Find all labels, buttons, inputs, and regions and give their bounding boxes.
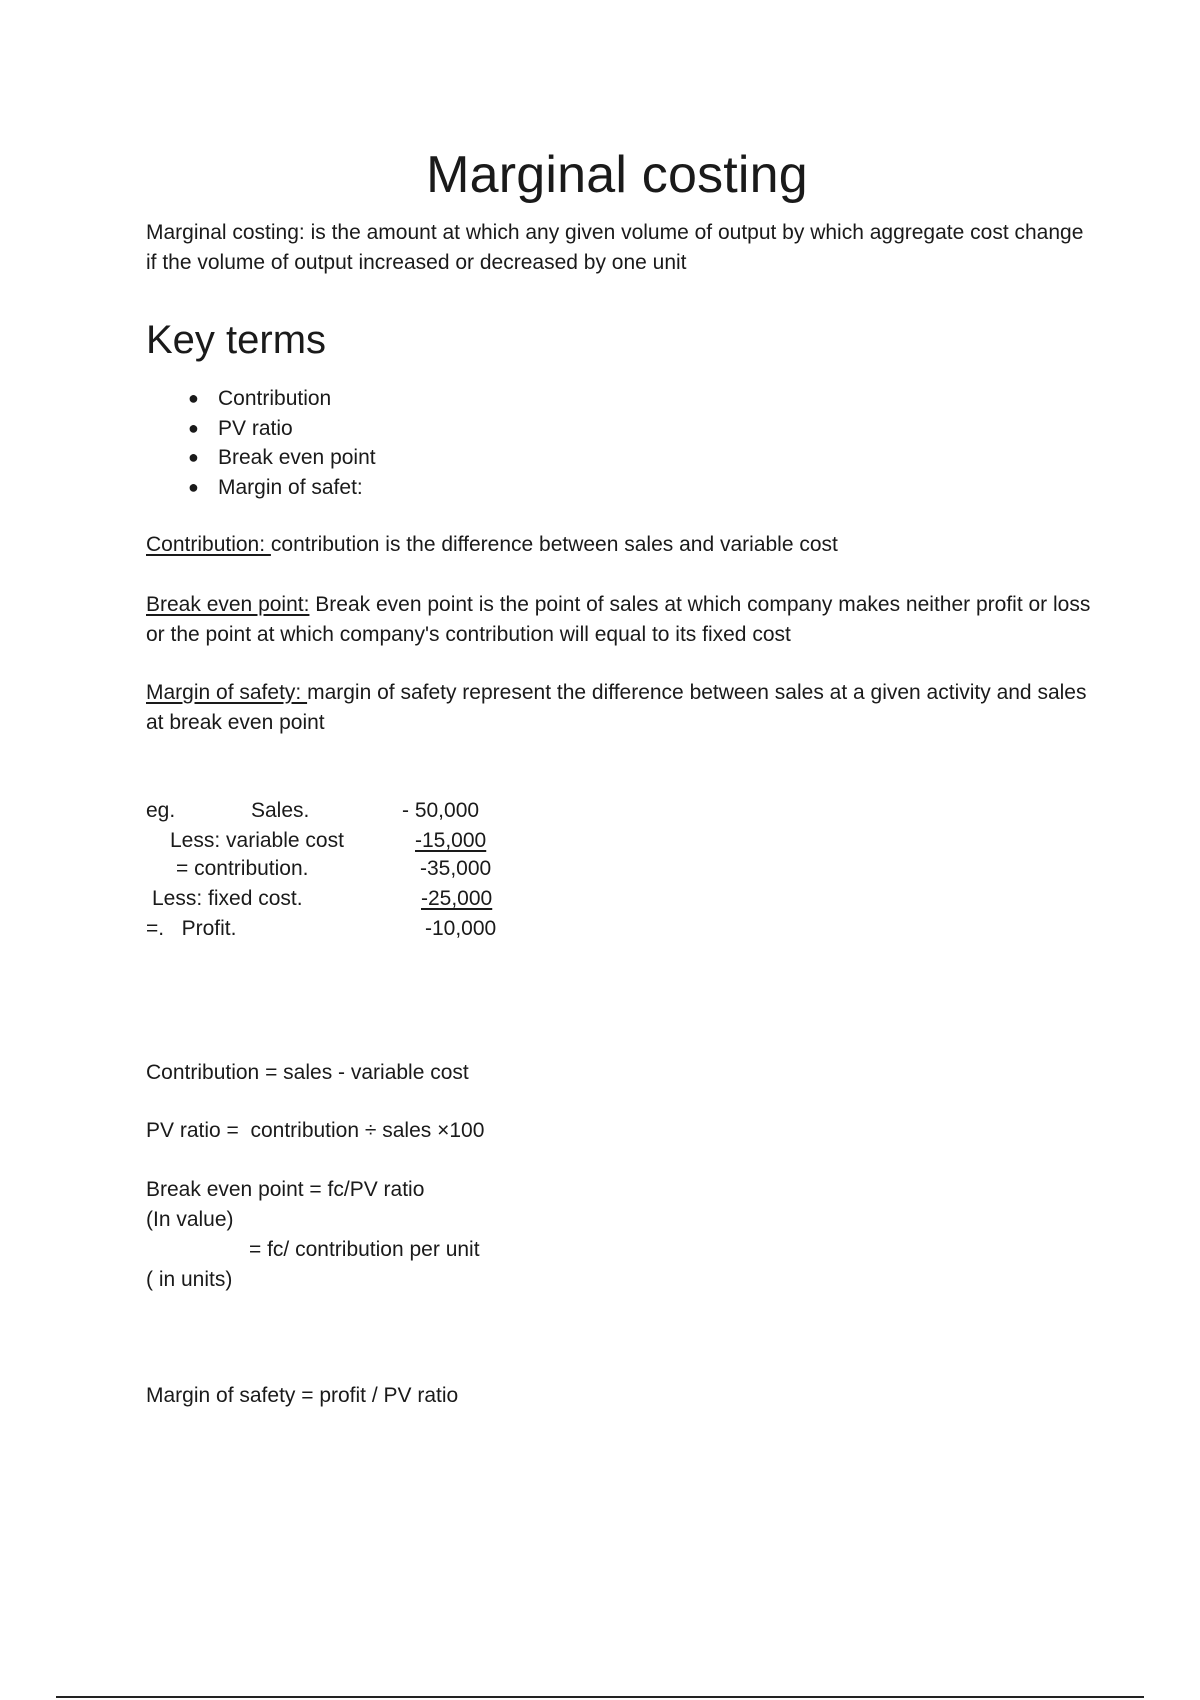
bullet-icon: ● (188, 417, 199, 438)
formula-contribution: Contribution = sales - variable cost (146, 1061, 469, 1084)
formula-break-even-units: = fc/ contribution per unit (249, 1238, 480, 1261)
bullet-icon: ● (188, 476, 199, 497)
key-term-label: Margin of safet: (218, 475, 363, 499)
example-row-label: Sales. (251, 799, 310, 822)
key-term-label: Break even point (218, 446, 376, 469)
formula-note: (In value) (146, 1208, 234, 1231)
example-prefix: eg. (146, 799, 176, 822)
definition-text: Break even point is the point of sales at which company makes neither profit or loss or the point at which company's contribution will equal to its fixed cost (146, 593, 1091, 646)
example-row-label: =. Profit. (146, 917, 237, 940)
key-term-label: PV ratio (218, 416, 293, 440)
definition-text: margin of safety represent the difference between sales at a given activity and sales at break even point (146, 681, 1087, 734)
key-term-label: Contribution (218, 387, 332, 410)
definition-margin-of-safety (146, 678, 1096, 738)
example-row-value: -35,000 (420, 857, 492, 880)
example-row-value: - 50,000 (402, 799, 480, 822)
list-item (188, 473, 376, 503)
example-row-value: -10,000 (425, 917, 497, 940)
list-item (188, 384, 376, 414)
page-divider (56, 1696, 1144, 1698)
definition-label: Break even point: (146, 593, 310, 616)
definition-label: Contribution: (146, 533, 271, 556)
formula-margin-of-safety: Margin of safety = profit / PV ratio (146, 1384, 459, 1407)
page-title: Marginal costing (426, 146, 808, 204)
example-row-value: -25,000 (421, 887, 493, 910)
definition-text: contribution is the difference between sales and variable cost (270, 533, 838, 556)
bullet-icon: ● (188, 388, 199, 408)
bullet-icon: ● (188, 447, 199, 467)
list-item (188, 443, 376, 473)
intro-paragraph: Marginal costing: is the amount at which any given volume of output by which aggregate cost change if the volume of output increased or decreased by one unit (146, 221, 1084, 274)
formula-pv-ratio: PV ratio = contribution ÷ sales ×100 (146, 1119, 485, 1142)
definition-break-even-point (146, 590, 1096, 650)
key-terms-list (188, 384, 376, 502)
definition-contribution (146, 530, 1096, 560)
formula-break-even-value: Break even point = fc/PV ratio (146, 1178, 425, 1201)
example-row-label: Less: fixed cost. (152, 887, 303, 910)
formula-note: ( in units) (146, 1268, 233, 1291)
example-row-value: -15,000 (415, 829, 487, 852)
example-row-label: Less: variable cost (170, 829, 344, 852)
example-row-label: = contribution. (176, 857, 309, 880)
definition-label: Margin of safety: (146, 681, 308, 704)
list-item (188, 414, 376, 444)
key-terms-heading: Key terms (146, 318, 327, 362)
